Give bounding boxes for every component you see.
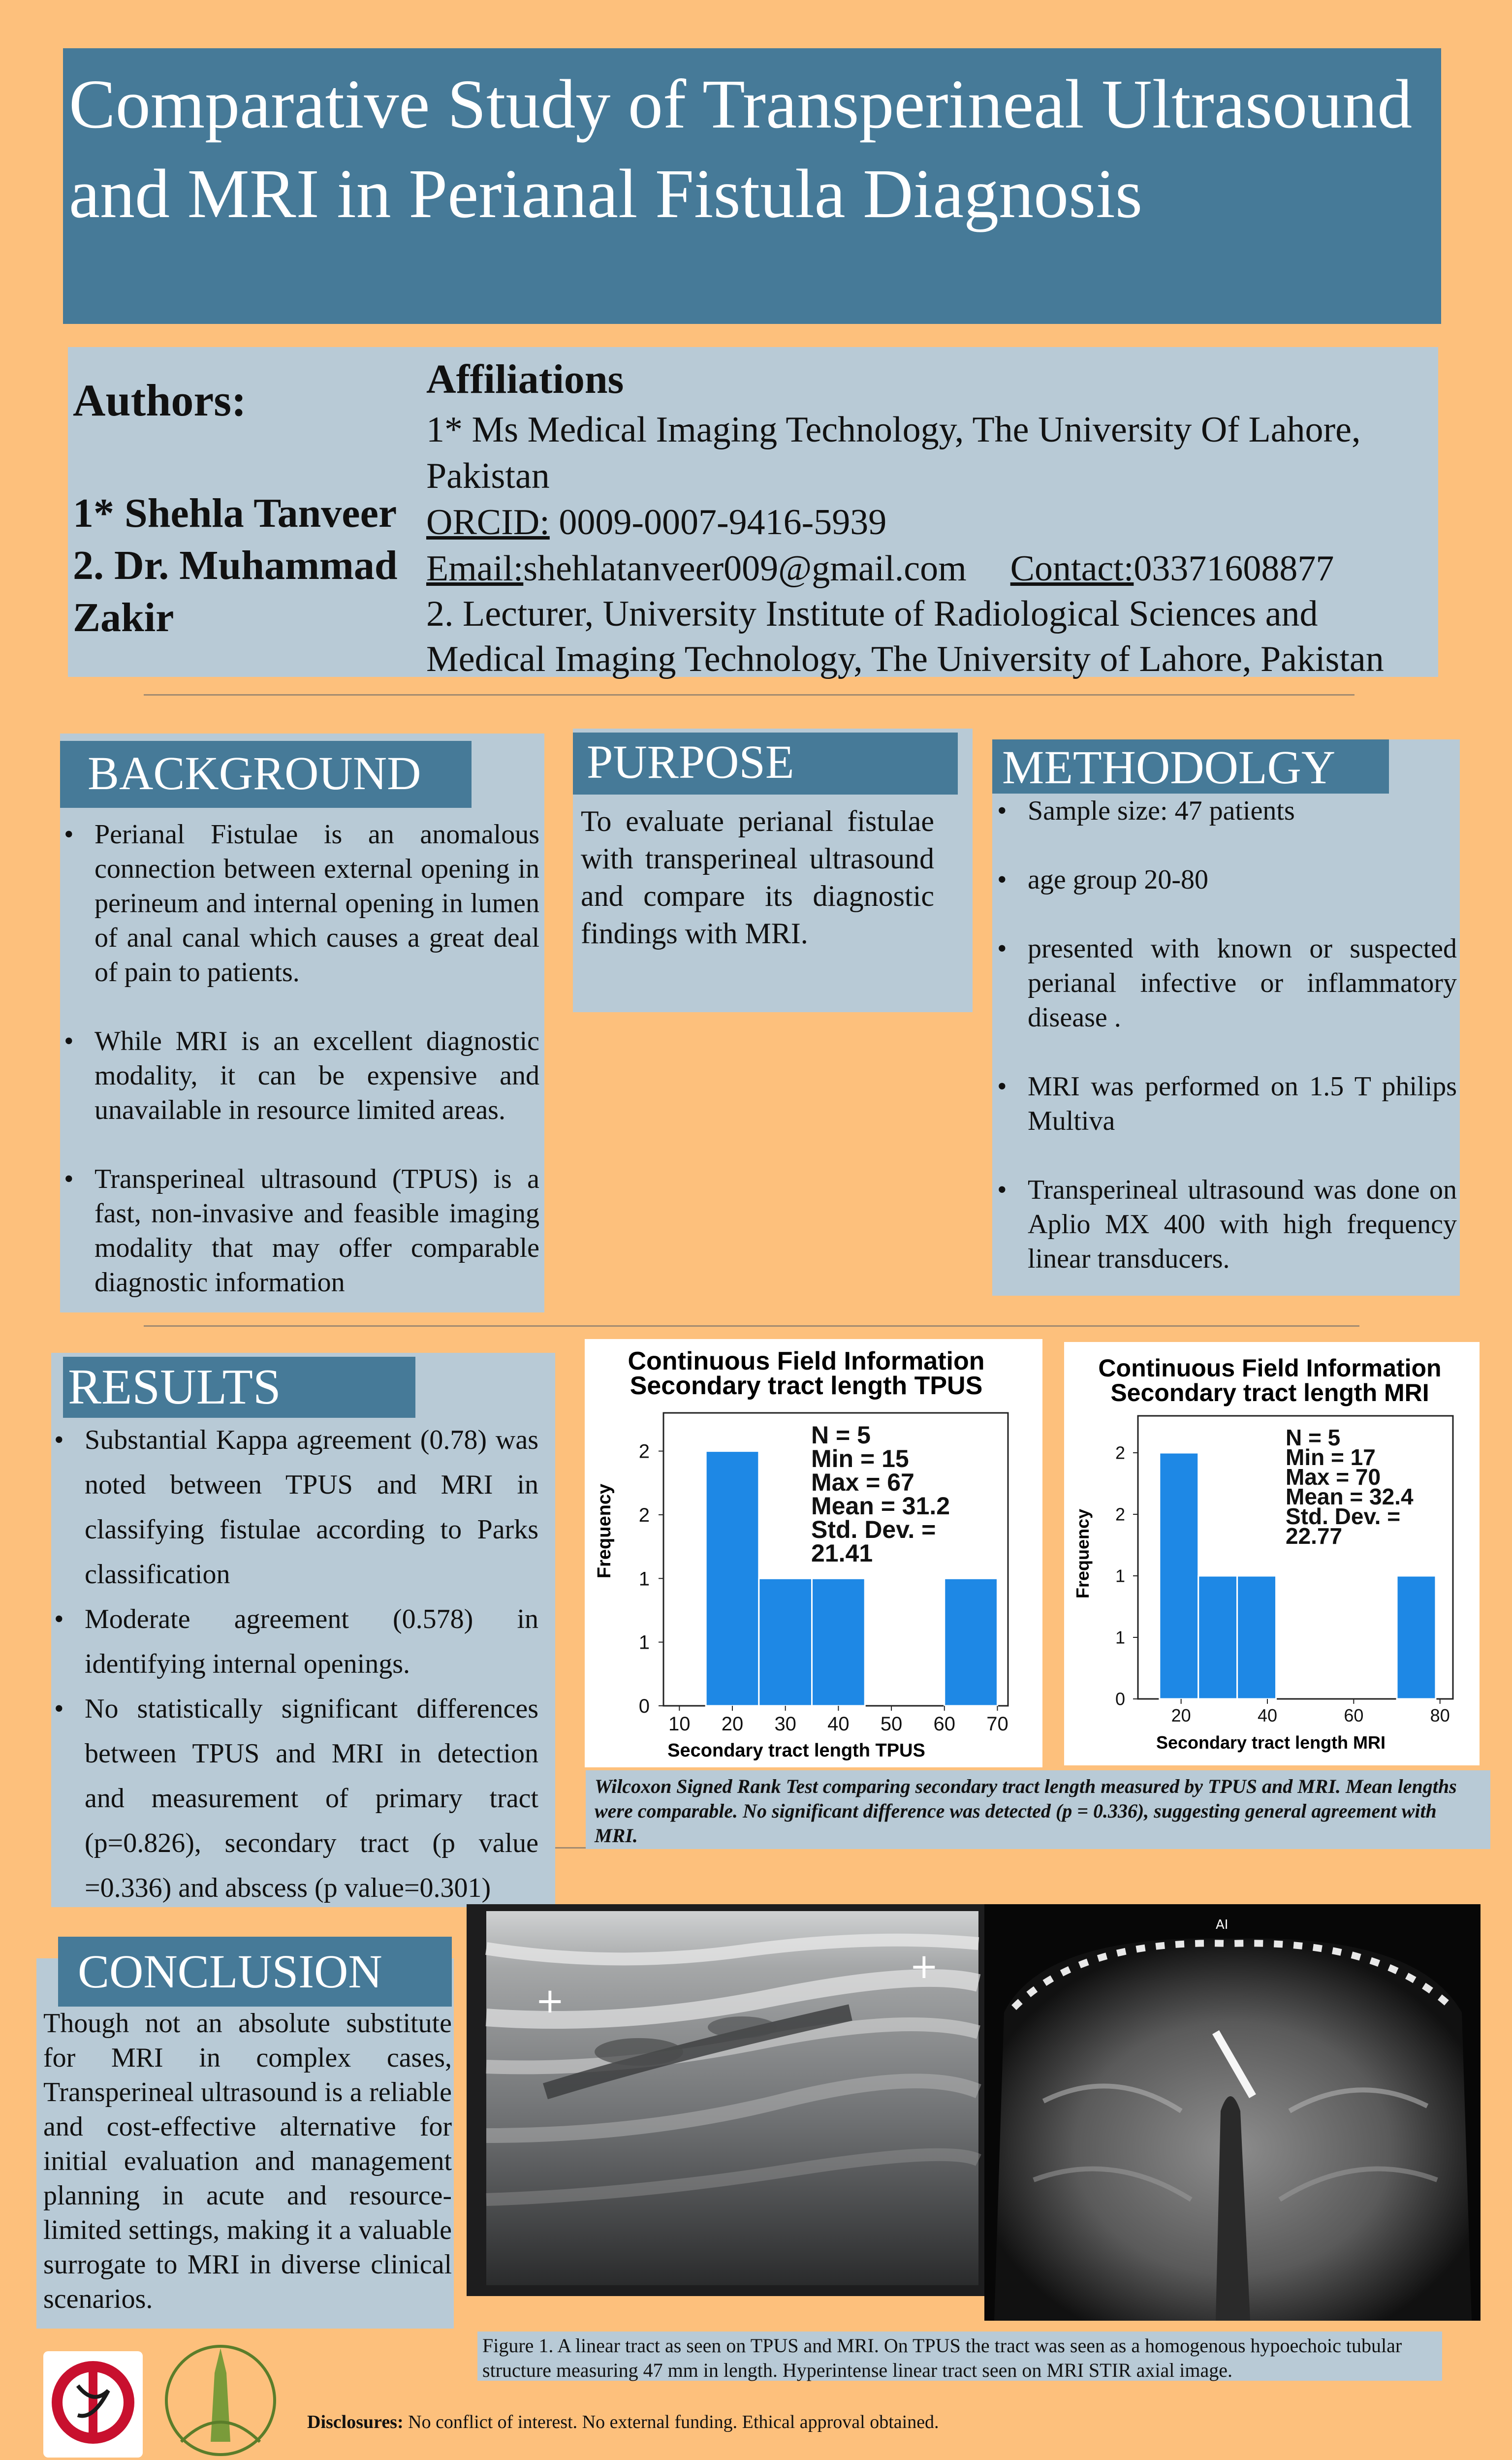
email-value[interactable]: shehlatanveer009@gmail.com <box>523 548 967 589</box>
y-tick-label: 1 <box>638 1568 650 1590</box>
poster-title: Comparative Study of Transperineal Ultrasound and MRI in Perianal Fistula Diagnosis <box>63 48 1441 324</box>
contact-line <box>426 545 1334 592</box>
y-axis-label: Frequency <box>594 1483 615 1579</box>
y-tick-label: 1 <box>638 1631 650 1654</box>
x-tick-label: 60 <box>933 1713 956 1735</box>
mri-scan-graphic <box>984 1904 1480 2321</box>
minar-emblem-icon <box>161 2343 280 2458</box>
stats-label: Max = 70 <box>1286 1464 1381 1490</box>
y-tick-label: 0 <box>1115 1689 1125 1709</box>
x-tick-label: 80 <box>1430 1705 1450 1725</box>
background-heading: BACKGROUND <box>60 741 472 808</box>
list-item: • Substantial Kappa agreement (0.78) was noted between TPUS and MRI in classifying fistulae according to Parks classification <box>54 1418 538 1597</box>
y-tick-label: 1 <box>1115 1565 1125 1586</box>
histogram-bar <box>812 1578 865 1706</box>
methodology-heading: METHODOLGY <box>992 739 1389 794</box>
stats-label: Mean = 31.2 <box>811 1492 950 1520</box>
stats-label: 21.41 <box>811 1539 873 1567</box>
chart-title: Continuous Field Information <box>628 1347 985 1375</box>
stats-label: Min = 15 <box>811 1445 909 1472</box>
tpus-histogram <box>585 1339 1042 1767</box>
y-tick-label: 2 <box>1115 1442 1125 1463</box>
disclosures-text: No conflict of interest. No external funding. Ethical approval obtained. <box>403 2412 939 2432</box>
author-1: 1* Shehla Tanveer <box>73 490 397 536</box>
conclusion-heading: CONCLUSION <box>58 1937 452 2007</box>
y-tick-label: 2 <box>1115 1504 1125 1525</box>
x-axis-label: Secondary tract length MRI <box>1156 1732 1386 1753</box>
y-tick-label: 0 <box>638 1695 650 1717</box>
email-label: Email: <box>426 548 524 589</box>
mri-image <box>984 1904 1480 2321</box>
institute-logo <box>161 2343 280 2458</box>
y-axis-label: Frequency <box>1072 1508 1093 1599</box>
medical-emblem-icon <box>43 2351 143 2458</box>
histogram-bar <box>1397 1576 1436 1699</box>
disclosures <box>307 2411 939 2433</box>
conclusion-text: Though not an absolute substitute for MRI in complex cases, Transperineal ultrasound is a reliable and cost-effective alternative for initial evaluation and management planning in acute and resource- limited settings, making it a valuable surrogate to MRI in diverse clinical scenarios. <box>43 2008 452 2314</box>
x-tick-label: 30 <box>774 1713 796 1735</box>
orcid-label: ORCID: <box>426 502 550 543</box>
mri-histogram <box>1064 1342 1480 1765</box>
affiliation-line-1: 1* Ms Medical Imaging Technology, The University Of Lahore, <box>426 410 1361 450</box>
author-2-line-1: 2. Dr. Muhammad <box>73 543 398 588</box>
divider-top <box>144 694 1354 696</box>
stats-label: N = 5 <box>811 1421 871 1449</box>
x-tick-label: 10 <box>668 1713 691 1735</box>
x-tick-label: 40 <box>1257 1705 1278 1725</box>
list-item: • Sample size: 47 patients <box>997 794 1457 828</box>
list-item: • age group 20-80 <box>997 863 1457 897</box>
stats-label: Std. Dev. = <box>1286 1503 1401 1529</box>
results-heading: RESULTS <box>63 1357 415 1418</box>
purpose-heading: PURPOSE <box>573 733 958 795</box>
histogram-bar <box>759 1578 812 1706</box>
y-tick-label: 2 <box>638 1440 650 1463</box>
list-item: • Moderate agreement (0.578) in identifying internal openings. <box>54 1597 538 1687</box>
x-tick-label: 50 <box>880 1713 903 1735</box>
histogram-bar <box>1198 1576 1237 1699</box>
list-item: • presented with known or suspected perianal infective or inflammatory disease . <box>997 931 1457 1035</box>
contact-value[interactable]: 03371608877 <box>1134 548 1334 589</box>
stats-label: Mean = 32.4 <box>1286 1484 1414 1509</box>
disclosures-label: Disclosures: <box>307 2412 404 2432</box>
authors-heading: Authors: <box>73 375 247 425</box>
chart-title: Continuous Field Information <box>1098 1354 1442 1382</box>
purpose-text: To evaluate perianal fistulae with transperineal ultrasound and compare its diagnostic findings with MRI. <box>581 805 934 950</box>
chart-subtitle: Secondary tract length TPUS <box>630 1372 983 1400</box>
stats-label: Std. Dev. = <box>811 1516 936 1543</box>
affiliation-line-6: Medical Imaging Technology, The University of Lahore, Pakistan <box>426 639 1384 679</box>
caliper-marker-icon: + <box>910 1946 939 1986</box>
x-tick-label: 40 <box>827 1713 850 1735</box>
orcid-value[interactable]: 0009-0007-9416-5939 <box>549 502 887 543</box>
tpus-chart-card <box>585 1339 1042 1767</box>
y-tick-label: 1 <box>1115 1627 1125 1648</box>
methodology-list <box>997 794 1457 1310</box>
affiliation-line-5: 2. Lecturer, University Institute of Radiological Sciences and <box>426 594 1318 634</box>
list-item: • While MRI is an excellent diagnostic modality, it can be expensive and unavailable in resource limited areas. <box>64 1024 539 1127</box>
background-list <box>64 817 539 1334</box>
x-tick-label: 60 <box>1344 1705 1364 1725</box>
tpus-scan-graphic <box>467 1904 1003 2296</box>
contact-label: Contact: <box>1010 548 1134 589</box>
list-item: • Transperineal ultrasound was done on Aplio MX 400 with high frequency linear transducers. <box>997 1173 1457 1276</box>
list-item: • Perianal Fistulae is an anomalous connection between external opening in perineum and internal opening in lumen of anal canal which causes a great deal of pain to patients. <box>64 817 539 990</box>
author-list <box>73 487 398 644</box>
affiliations-heading: Affiliations <box>426 356 624 402</box>
tpus-image <box>467 1904 1003 2296</box>
orientation-label: AI <box>1216 1917 1228 1932</box>
university-logo <box>43 2351 143 2458</box>
orcid-line <box>426 499 886 545</box>
list-item: • No statistically significant differences between TPUS and MRI in detection and measurement of primary tract (p=0.826), secondary tract (p value =0.336) and abscess (p value=0.301) <box>54 1687 538 1911</box>
chart-subtitle: Secondary tract length MRI <box>1110 1379 1429 1406</box>
y-tick-label: 2 <box>638 1504 650 1526</box>
x-tick-label: 70 <box>986 1713 1008 1735</box>
caliper-marker-icon: + <box>536 1981 565 2021</box>
histogram-bar <box>945 1578 998 1706</box>
results-list <box>54 1418 538 1911</box>
list-item: • Transperineal ultrasound (TPUS) is a fast, non-invasive and feasible imaging modality that may offer comparable diagnostic information <box>64 1162 539 1300</box>
affiliation-line-2: Pakistan <box>426 456 550 496</box>
histogram-bar <box>1237 1576 1276 1699</box>
author-2-line-2: Zakir <box>73 595 174 640</box>
mri-chart-card <box>1064 1342 1480 1765</box>
figure-caption: Figure 1. A linear tract as seen on TPUS and MRI. On TPUS the tract was seen as a homogenous hypoechoic tubular structure measuring 47 mm in length. Hyperintense linear tract seen on MRI STIR axial image. <box>477 2332 1442 2381</box>
histogram-bar <box>706 1451 759 1706</box>
x-axis-label: Secondary tract length TPUS <box>667 1740 925 1761</box>
histogram-bar <box>1160 1453 1198 1699</box>
stats-label: Max = 67 <box>811 1469 914 1496</box>
x-tick-label: 20 <box>721 1713 744 1735</box>
list-item: • MRI was performed on 1.5 T philips Multiva <box>997 1069 1457 1138</box>
stats-label: 22.77 <box>1286 1523 1343 1549</box>
wilcoxon-caption: Wilcoxon Signed Rank Test comparing secondary tract length measured by TPUS and MRI. Mean lengths were comparable. No significant difference was detected (p = 0.336), suggesting general agreement with MRI. <box>586 1770 1490 1849</box>
stats-label: N = 5 <box>1286 1425 1341 1450</box>
stats-label: Min = 17 <box>1286 1444 1376 1470</box>
x-tick-label: 20 <box>1171 1705 1191 1725</box>
divider-middle <box>144 1325 1359 1327</box>
